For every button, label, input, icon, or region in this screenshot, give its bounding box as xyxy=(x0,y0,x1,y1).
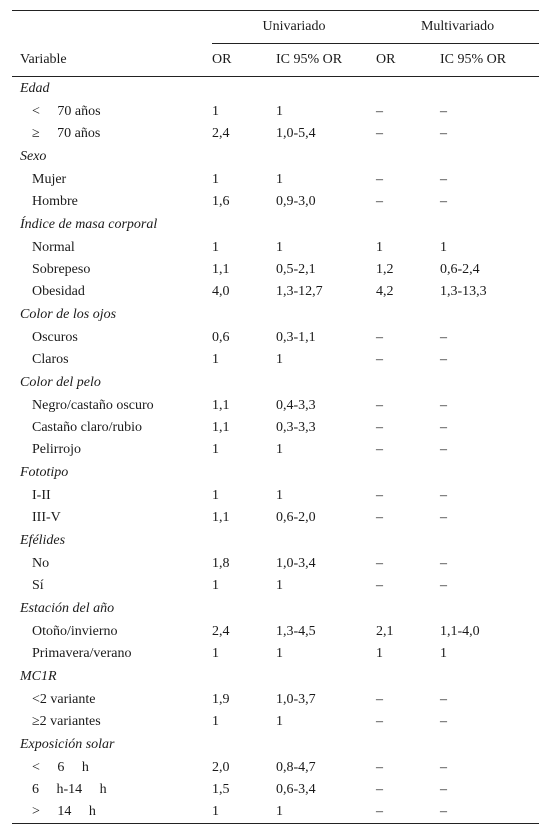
multivariate-or-cell: 1 xyxy=(376,240,384,255)
row-label: < 6 h xyxy=(32,760,89,775)
section-title: Estación del año xyxy=(20,601,115,616)
univariate-ci-cell: 1,3-12,7 xyxy=(276,284,323,299)
col-header-variable: Variable xyxy=(12,44,212,77)
univariate-ci-cell: 1 xyxy=(276,578,283,593)
multivariate-ci-cell: 1 xyxy=(440,240,448,255)
col-header-univ-ci: IC 95% OR xyxy=(276,44,376,77)
results-table xyxy=(12,10,539,824)
column-header-row xyxy=(12,44,539,77)
multivariate-or-cell: – xyxy=(376,420,384,435)
multivariate-ci-cell: – xyxy=(440,330,448,345)
multivariate-ci-cell: – xyxy=(440,692,448,707)
univariate-or-cell: 1 xyxy=(212,714,219,729)
row-label: Castaño claro/rubio xyxy=(32,420,143,435)
multivariate-or-cell: – xyxy=(376,398,384,413)
group-multivariado xyxy=(376,11,539,44)
univariate-or-cell: 1,5 xyxy=(212,782,230,797)
table-row xyxy=(12,281,539,303)
multivariate-ci-cell: – xyxy=(440,194,448,209)
multivariate-ci-cell: – xyxy=(440,510,448,525)
section-title: Exposición solar xyxy=(20,737,115,752)
section-title: Índice de masa corporal xyxy=(20,217,158,232)
univariate-ci-cell: 1 xyxy=(276,646,283,661)
multivariate-ci-cell: – xyxy=(440,578,448,593)
univariate-or-cell: 1,1 xyxy=(212,398,230,413)
univariate-or-cell: 2,4 xyxy=(212,126,230,141)
univariate-or-cell: 1 xyxy=(212,442,219,457)
table-row xyxy=(12,417,539,439)
univariate-ci-cell: 1 xyxy=(276,801,376,824)
section-row xyxy=(12,597,539,621)
section-title: Fototipo xyxy=(20,465,69,480)
section-row xyxy=(12,733,539,757)
univariate-ci-cell: 1 xyxy=(276,240,283,255)
row-label: > 14 h xyxy=(12,801,212,824)
table-row xyxy=(12,395,539,417)
univariate-ci-cell: 1 xyxy=(276,488,283,503)
univariate-or-cell: 1 xyxy=(212,352,219,367)
multivariate-or-cell: – xyxy=(376,578,384,593)
section-title: Color del pelo xyxy=(20,375,101,390)
multivariate-or-cell: 2,1 xyxy=(376,624,394,639)
multivariate-or-cell: – xyxy=(376,692,384,707)
univariate-ci-cell: 0,6-2,0 xyxy=(276,510,316,525)
row-label: Sí xyxy=(32,578,44,593)
table-row xyxy=(12,191,539,213)
table-row xyxy=(12,237,539,259)
table-row xyxy=(12,643,539,665)
multivariate-ci-cell: 1,1-4,0 xyxy=(440,624,480,639)
table-row xyxy=(12,801,539,824)
multivariate-or-cell: – xyxy=(376,714,384,729)
univariate-or-cell: 1 xyxy=(212,488,219,503)
section-row xyxy=(12,529,539,553)
section-row xyxy=(12,145,539,169)
multivariate-ci-cell: – xyxy=(440,172,448,187)
multivariate-or-cell: – xyxy=(376,194,384,209)
table-row xyxy=(12,123,539,145)
row-label: Mujer xyxy=(32,172,67,187)
univariate-ci-cell: 1,3-4,5 xyxy=(276,624,316,639)
row-label: Otoño/invierno xyxy=(32,624,118,639)
multivariate-ci-cell: – xyxy=(440,126,448,141)
univariate-ci-cell: 1,0-3,7 xyxy=(276,692,316,707)
table-row xyxy=(12,711,539,733)
table-row xyxy=(12,779,539,801)
univariate-ci-cell: 1 xyxy=(276,172,283,187)
row-label: III-V xyxy=(32,510,61,525)
row-label: 6 h-14 h xyxy=(32,782,107,797)
table-body xyxy=(12,77,539,824)
row-label: I-II xyxy=(32,488,51,503)
multivariate-or-cell: – xyxy=(376,104,384,119)
univariate-or-cell: 2,0 xyxy=(212,760,230,775)
row-label: ≥2 variantes xyxy=(32,714,101,729)
univariate-ci-cell: 0,3-1,1 xyxy=(276,330,316,345)
section-title: Efélides xyxy=(20,533,66,548)
univariate-or-cell: 2,4 xyxy=(212,624,230,639)
row-label: <2 variante xyxy=(32,692,96,707)
table-row xyxy=(12,439,539,461)
row-label: Hombre xyxy=(32,194,78,209)
row-label: Sobrepeso xyxy=(32,262,91,277)
table-row xyxy=(12,553,539,575)
col-header-univ-or: OR xyxy=(212,44,276,77)
multivariate-ci-cell: 0,6-2,4 xyxy=(440,262,480,277)
row-label: Pelirrojo xyxy=(32,442,81,457)
multivariate-ci-cell: 1,3-13,3 xyxy=(440,284,487,299)
section-row xyxy=(12,213,539,237)
group-header-row xyxy=(12,11,539,44)
univariate-or-cell: 1,8 xyxy=(212,556,230,571)
table-row xyxy=(12,507,539,529)
multivariate-ci-cell: – xyxy=(440,488,448,503)
univariate-or-cell: 1 xyxy=(212,104,219,119)
row-label: ≥ 70 años xyxy=(32,126,101,141)
multivariate-or-cell: 1 xyxy=(376,646,384,661)
multivariate-or-cell: – xyxy=(376,172,384,187)
multivariate-or-cell: – xyxy=(376,510,384,525)
univariate-or-cell: 1 xyxy=(212,240,219,255)
univariate-or-cell: 0,6 xyxy=(212,330,230,345)
univariate-or-cell: 1 xyxy=(212,172,219,187)
univariate-ci-cell: 0,4-3,3 xyxy=(276,398,316,413)
multivariate-ci-cell: – xyxy=(440,801,539,824)
multivariate-ci-cell: – xyxy=(440,714,448,729)
univariate-ci-cell: 0,3-3,3 xyxy=(276,420,316,435)
row-label: Oscuros xyxy=(32,330,78,345)
univariate-ci-cell: 1,0-3,4 xyxy=(276,556,316,571)
univariate-ci-cell: 0,5-2,1 xyxy=(276,262,316,277)
univariate-or-cell: 1 xyxy=(212,578,219,593)
univariate-ci-cell: 0,8-4,7 xyxy=(276,760,316,775)
multivariate-ci-cell: – xyxy=(440,782,448,797)
row-label: Negro/castaño oscuro xyxy=(32,398,154,413)
table-row xyxy=(12,485,539,507)
univariate-ci-cell: 1 xyxy=(276,714,283,729)
section-title: MC1R xyxy=(20,669,57,684)
univariate-ci-cell: 1,0-5,4 xyxy=(276,126,316,141)
multivariate-or-cell: 1,2 xyxy=(376,262,394,277)
empty-header-cell xyxy=(12,11,212,44)
univariate-or-cell: 4,0 xyxy=(212,284,230,299)
multivariate-or-cell: – xyxy=(376,126,384,141)
table-row xyxy=(12,327,539,349)
multivariate-or-cell: – xyxy=(376,488,384,503)
row-label: Primavera/verano xyxy=(32,646,132,661)
table-row xyxy=(12,101,539,123)
multivariate-or-cell: – xyxy=(376,801,440,824)
section-title: Sexo xyxy=(20,149,47,164)
univariate-ci-cell: 1 xyxy=(276,442,283,457)
univariate-or-cell: 1,1 xyxy=(212,510,230,525)
row-label: Claros xyxy=(32,352,69,367)
multivariate-or-cell: – xyxy=(376,352,384,367)
multivariate-or-cell: – xyxy=(376,760,384,775)
table-row xyxy=(12,349,539,371)
row-label: Normal xyxy=(32,240,75,255)
univariate-or-cell: 1 xyxy=(212,801,276,824)
multivariate-ci-cell: – xyxy=(440,760,448,775)
univariate-or-cell: 1,1 xyxy=(212,420,230,435)
univariate-or-cell: 1 xyxy=(212,646,219,661)
multivariate-ci-cell: – xyxy=(440,352,448,367)
table-row xyxy=(12,689,539,711)
section-row xyxy=(12,77,539,102)
table-row xyxy=(12,757,539,779)
section-row xyxy=(12,461,539,485)
univariate-ci-cell: 0,9-3,0 xyxy=(276,194,316,209)
univariate-or-cell: 1,6 xyxy=(212,194,230,209)
multivariate-ci-cell: – xyxy=(440,442,448,457)
multivariate-ci-cell: – xyxy=(440,420,448,435)
col-header-multi-ci: IC 95% OR xyxy=(440,44,539,77)
univariate-or-cell: 1,9 xyxy=(212,692,230,707)
multivariate-ci-cell: 1 xyxy=(440,646,448,661)
section-row xyxy=(12,303,539,327)
results-table-container xyxy=(12,10,539,824)
univariate-or-cell: 1,1 xyxy=(212,262,230,277)
group-univariado xyxy=(212,11,376,44)
multivariate-or-cell: – xyxy=(376,330,384,345)
group-multivariado-label: Multivariado xyxy=(420,19,495,34)
multivariate-or-cell: 4,2 xyxy=(376,284,394,299)
row-label: < 70 años xyxy=(32,104,101,119)
section-row xyxy=(12,371,539,395)
univariate-ci-cell: 0,6-3,4 xyxy=(276,782,316,797)
multivariate-ci-cell: – xyxy=(440,556,448,571)
table-row xyxy=(12,575,539,597)
section-row xyxy=(12,665,539,689)
multivariate-or-cell: – xyxy=(376,442,384,457)
section-title: Edad xyxy=(20,81,50,96)
multivariate-ci-cell: – xyxy=(440,398,448,413)
table-row xyxy=(12,259,539,281)
multivariate-or-cell: – xyxy=(376,782,384,797)
multivariate-or-cell: – xyxy=(376,556,384,571)
section-title: Color de los ojos xyxy=(20,307,117,322)
univariate-ci-cell: 1 xyxy=(276,104,283,119)
univariate-ci-cell: 1 xyxy=(276,352,283,367)
table-row xyxy=(12,621,539,643)
row-label: Obesidad xyxy=(32,284,85,299)
group-univariado-label: Univariado xyxy=(262,19,326,34)
col-header-multi-or: OR xyxy=(376,44,440,77)
row-label: No xyxy=(32,556,50,571)
table-row xyxy=(12,169,539,191)
multivariate-ci-cell: – xyxy=(440,104,448,119)
